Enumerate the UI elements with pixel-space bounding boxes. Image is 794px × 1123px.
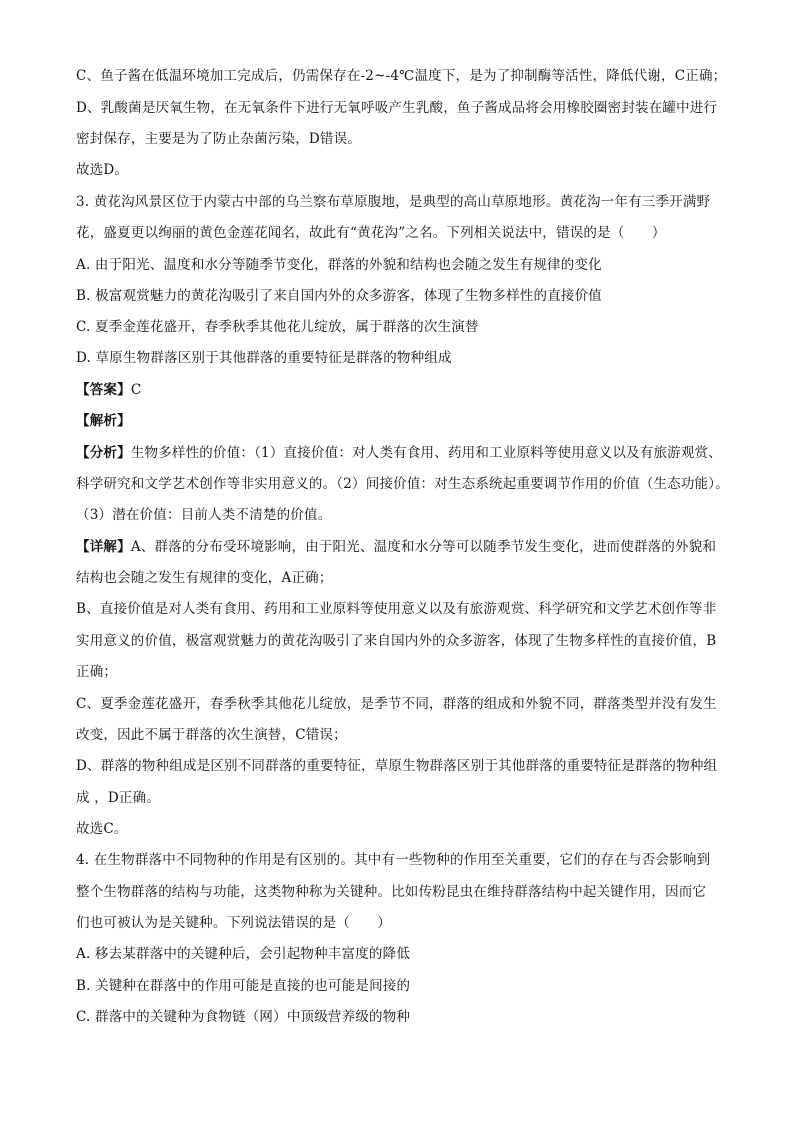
q3-option-b: B. 极富观赏魅力的黄花沟吸引了来自国内外的众多游客，体现了生物多样性的直接价值 <box>76 288 603 304</box>
q3-conclusion: 故选C。 <box>76 821 128 837</box>
q4-option-b: B. 关键种在群落中的作用可能是直接的也可能是间接的 <box>76 978 411 994</box>
fenxi-tag: 【分析】 <box>76 445 131 461</box>
q3-xiangjie-b-line-2: 实用意义的价值，极富观赏魅力的黄花沟吸引了来自国内外的众多游客，体现了生物多样性的直接价值，B <box>76 633 717 649</box>
q4-option-a: A. 移去某群落中的关键种后，会引起物种丰富度的降低 <box>76 946 411 962</box>
q3-xiangjie-d-line-1: D、群落的物种组成是区别不同群落的重要特征，草原生物群落区别于其他群落的重要特征是群落的物种组 <box>76 758 718 774</box>
q3-option-c: C. 夏季金莲花盛开，春季秋季其他花儿绽放，属于群落的次生演替 <box>76 319 479 335</box>
prev-option-d-line-2: 密封保存，主要是为了防止杂菌污染，D错误。 <box>76 131 362 147</box>
q3-xiangjie-b-line-1: B、直接价值是对人类有食用、药用和工业原料等使用意义以及有旅游观赏、科学研究和文学艺术创作等非 <box>76 601 717 617</box>
q4-stem-line-3: 们也可被认为是关键种。下列说法错误的是（ ） <box>76 915 392 931</box>
prev-option-c: C、鱼子酱在低温环境加工完成后，仍需保存在-2~-4℃温度下，是为了抑制酶等活性，降低代谢，C正确； <box>76 68 727 84</box>
q3-xiangjie-c-line-1: C、夏季金莲花盛开，春季秋季其他花儿绽放，是季节不同，群落的组成和外貌不同，群落类型并没有发生 <box>76 696 717 712</box>
answer-value: C <box>130 382 142 398</box>
q3-fenxi-line-2: 科学研究和文学艺术创作等非实用意义的。（2）间接价值：对生态系统起重要调节作用的价值（生态功能）。 <box>76 476 729 492</box>
q3-stem-line-1: 3. 黄花沟风景区位于内蒙古中部的乌兰察布草原腹地，是典型的高山草原地形。黄花沟一年有三季开满野 <box>76 194 711 210</box>
q3-xiangjie-b-line-3: 正确； <box>76 664 118 680</box>
q3-fenxi-line-3: （3）潜在价值：目前人类不清楚的价值。 <box>76 507 332 523</box>
analysis-tag: 【解析】 <box>76 413 131 429</box>
prev-option-d-line-1: D、乳酸菌是厌氧生物，在无氧条件下进行无氧呼吸产生乳酸，鱼子酱成品将会用橡胶圈密封装在罐中进行 <box>76 100 718 116</box>
q3-fenxi-line-1 <box>76 443 722 463</box>
q4-option-c: C. 群落中的关键种为食物链（网）中顶级营养级的物种 <box>76 1009 411 1025</box>
q4-stem-line-1: 4. 在生物群落中不同物种的作用是有区别的。其中有一些物种的作用至关重要，它们的存在与否会影响到 <box>76 852 711 868</box>
q3-option-a: A. 由于阳光、温度和水分等随季节变化，群落的外貌和结构也会随之发生有规律的变化 <box>76 257 602 273</box>
q3-xiangjie-line-1 <box>76 537 716 557</box>
prev-conclusion: 故选D。 <box>76 162 129 178</box>
q3-answer-row <box>76 380 141 400</box>
q3-option-d: D. 草原生物群落区别于其他群落的重要特征是群落的物种组成 <box>76 350 452 366</box>
q3-stem-line-2: 花，盛夏更以绚丽的黄色金莲花闻名，故此有“黄花沟”之名。下列相关说法中，错误的是（ ） <box>76 225 666 241</box>
q3-analysis-row <box>76 411 131 431</box>
q3-xiangjie-d-line-2: 成 ，D正确。 <box>76 790 161 806</box>
fenxi-text-1: 生物多样性的价值：（1）直接价值：对人类有食用、药用和工业原料等使用意义以及有旅游观赏、 <box>130 445 722 461</box>
xiangjie-a-text-1: A、群落的分布受环境影响，由于阳光、温度和水分等可以随季节发生变化，进而使群落的外貌和 <box>130 539 717 555</box>
xiangjie-tag: 【详解】 <box>76 539 131 555</box>
answer-tag: 【答案】 <box>76 382 131 398</box>
q4-stem-line-2: 整个生物群落的结构与功能，这类物种称为关键种。比如传粉昆虫在维持群落结构中起关键作用，因而它 <box>76 884 707 900</box>
q3-xiangjie-c-line-2: 改变，因此不属于群落的次生演替，C错误； <box>76 727 347 743</box>
q3-xiangjie-a-line-2: 结构也会随之发生有规律的变化，A正确； <box>76 570 333 586</box>
